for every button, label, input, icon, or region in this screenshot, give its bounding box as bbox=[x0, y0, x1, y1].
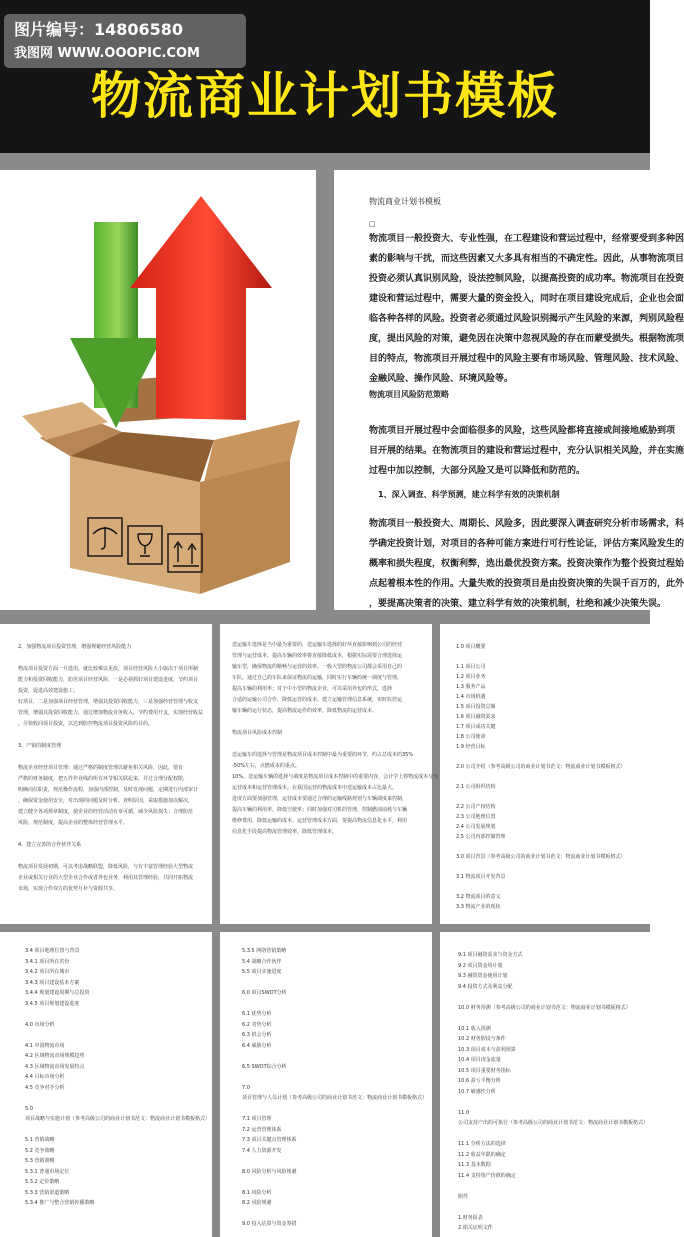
toc-line: 10.6 盈亏平衡分析 bbox=[458, 1078, 501, 1084]
banner bbox=[0, 0, 650, 153]
toc-line: 2.4 公司发展规划 bbox=[456, 824, 496, 830]
toc-line: 10.4 项目现金流量 bbox=[458, 1057, 501, 1063]
cover-page bbox=[0, 170, 316, 610]
text-page-3 bbox=[220, 624, 439, 924]
toc-line bbox=[458, 1202, 648, 1213]
toc-line: 3.4.2 项目所在城市 bbox=[25, 969, 70, 975]
toc-line: 7.3 项目关键点管理体系 bbox=[242, 1137, 297, 1143]
text-page-7 bbox=[440, 932, 650, 1237]
doc-line: 能力和投资回收能力，防范项目经营风险，一是必须抓好项目建设进度，节约项目 bbox=[18, 677, 199, 683]
toc-line: 1.9 经营目标 bbox=[456, 744, 486, 750]
toc-line: 3.4.5 项目规划建设进度 bbox=[25, 1000, 80, 1007]
toc-line: 3.4.3 项目建设基本方案 bbox=[25, 979, 80, 986]
paragraph-line: 过程中加以控制，大部分风险又是可以降低和防范的。 bbox=[369, 466, 586, 476]
toc-line bbox=[242, 1104, 430, 1115]
toc-line: 5.0 bbox=[25, 1105, 33, 1112]
toc-line: 9.4 投资方式及利益分配 bbox=[458, 983, 513, 990]
doc-line: 进度方面要加强管理，运营成本要通过合理的运输线路规划与车辆调度来控制， bbox=[232, 796, 408, 802]
toc-line: 10.3 项目成本与盈利预算 bbox=[458, 1046, 516, 1053]
doc-line: ，尽快收回项目投资，以达到防控物流项目投资风险的目的。 bbox=[18, 721, 154, 727]
toc-line: 10.5 项目重要财务指标 bbox=[458, 1067, 511, 1074]
doc-line: 物流项目发展初期，可以考虑战略联盟，降低风险，与有丰富管理经验大型物流 bbox=[18, 864, 194, 870]
doc-line: 送运输车选择是当中最为重要的，送运输车选择的好坏直接影响到公司的经营 bbox=[232, 642, 403, 648]
toc-line: 7.1 项目管理 bbox=[242, 1116, 272, 1122]
toc-line: 9.0 投入估算与资金筹措 bbox=[242, 1221, 297, 1227]
toc-line: 2.相关证明文件 bbox=[458, 1225, 493, 1231]
toc-line: 2.0 公司介绍（参考高级公司的商业计划书范文：物流商业计划书模板格式） bbox=[456, 764, 626, 770]
doc-line: 送运输车的选择与管理是物流项目成本控制中最为重要的环节，约占总成本的35% bbox=[232, 752, 414, 758]
toc-line: 1.财务报表 bbox=[458, 1214, 483, 1221]
toc-line: 3.2 物流项目的意义 bbox=[456, 894, 501, 900]
toc-line bbox=[458, 1097, 648, 1108]
toc-line: 5.3.2 定价策略 bbox=[25, 1179, 60, 1185]
toc-line bbox=[456, 772, 648, 782]
toc-line: 9.3 融资资金使用计划 bbox=[458, 973, 508, 979]
doc-line: 市场，实现合作双方的优势互补与资源共享。 bbox=[18, 886, 119, 892]
toc-line: 6.1 优势分析 bbox=[242, 1011, 272, 1017]
toc-line: 1.1 项目公司 bbox=[456, 664, 486, 670]
doc-line: 物流项目投资方面一旦选用，就比较难以更改，项目经营风险大小取决于项目所制 bbox=[18, 666, 199, 672]
doc-line: 信息化手段提高物流管理效率，降低管理成本。 bbox=[232, 829, 338, 835]
doc-line: ，确保资金使用安全，对出现的问题及时分析、查明原因，采取措施加以解决， bbox=[18, 798, 194, 804]
toc-line: 11.3 基本数据 bbox=[458, 1162, 491, 1168]
toc-line: 项目战略与实施计划（参考高级公司的商业计划书范文：物流商业计划书模板格式） bbox=[25, 1116, 211, 1122]
doc-line: 合适的运输公司合作，降低运营的成本。建立运输管理信息系统，实时监控运 bbox=[232, 697, 403, 703]
toc-line: 9.2 项目资金用计划 bbox=[458, 962, 503, 969]
doc-line bbox=[18, 653, 208, 664]
paragraph-2 bbox=[369, 421, 684, 481]
toc-line: 8.1 风险分析 bbox=[242, 1189, 272, 1196]
toc-line: 1.0 项目概要 bbox=[456, 644, 486, 650]
paragraph-line: 目开展的结果。在物流项目的建设和营运过程中，充分认识相关风险，并在实施 bbox=[369, 446, 684, 456]
toc-line: 3.4.1 项目所在省份 bbox=[25, 958, 70, 965]
doc-line: 提高车辆的利用率；对于中小型的物流企业，可以采用外包的形式，选择 bbox=[232, 686, 393, 692]
box-with-arrows-illustration bbox=[0, 170, 316, 610]
doc-line: 明确岗位职责，规范操作流程，加强内部控制，及时发现问题，定期进行内部审计 bbox=[18, 787, 199, 793]
doc-line: -50%左右，点燃成本的重点。 bbox=[232, 763, 300, 769]
paragraph-line: 概率和损失程度，权衡利弊，选出最优投资方案。投资决策作为整个投资过程始 bbox=[369, 559, 684, 569]
toc-line: 11.0 bbox=[458, 1109, 470, 1116]
box-mark: □ bbox=[369, 220, 376, 228]
doc-line bbox=[18, 752, 208, 763]
toc-line bbox=[242, 999, 430, 1010]
doc-line: 管理与运营成本，提高车辆的效率将直接降低成本，根据实际需要合理选择运 bbox=[232, 653, 403, 659]
doc-line: 输车辆的运行状态，提高物流运作的效率，降低物流的运营成本。 bbox=[232, 708, 378, 714]
toc-line: 3.4 项目地理位置与背景 bbox=[25, 948, 80, 954]
toc-line: 7.2 运营管理体系 bbox=[242, 1126, 282, 1133]
toc-line: 1.6 项目融资需求 bbox=[456, 714, 496, 720]
toc-line bbox=[25, 1093, 210, 1104]
toc-line: 3.4.4 规划建设周期与总投资 bbox=[25, 990, 90, 996]
doc-line bbox=[18, 829, 208, 840]
toc-line: 5.5 项目实施进度 bbox=[242, 969, 282, 975]
paragraph-line: 物流项目开展过程中会面临很多的风险，这些风险都将直接或间接地威胁到项 bbox=[369, 426, 676, 436]
toc-line: 6.4 威胁分析 bbox=[242, 1042, 272, 1049]
doc-line: 维修费用，降低运输的成本。运营管理成本方面，要提高物流信息化水平，利用 bbox=[232, 818, 408, 824]
paragraph-line: 素的影响与干扰，而这些因素又大多具有相当的不确定性。因此，从事物流项目 bbox=[369, 254, 684, 264]
paragraph-1 bbox=[369, 229, 684, 389]
toc-line: 1.7 项目成功关键 bbox=[456, 724, 496, 730]
toc-line: 5.2 竞争策略 bbox=[25, 1147, 55, 1154]
toc-line: 5.1 营销战略 bbox=[25, 1137, 55, 1143]
paragraph-line: 金融风险、操作风险、环境风险等。 bbox=[369, 374, 514, 384]
doc-line: 输车型，确保物流的顺畅与运营的效率。一般大型的物流公司都会采用自己的 bbox=[232, 664, 403, 670]
toc-line: 4.1 中国物流市场 bbox=[25, 1042, 65, 1049]
toc-line bbox=[242, 1051, 430, 1062]
paragraph-line: 建设和营运过程中，需要大量的资金投入，同时在项目建设完成后，企业也会面 bbox=[369, 294, 684, 304]
toc-line: 1.4 市场机遇 bbox=[456, 694, 486, 700]
toc-line bbox=[242, 978, 430, 989]
toc-line bbox=[458, 1129, 648, 1140]
paragraph-line: 点起着根本性的作用。大量失败的投资项目是由投资决策的失误千百万的，此外 bbox=[369, 579, 684, 589]
toc-line: 9.1 项目融资需求与资金方式 bbox=[458, 952, 523, 958]
text-page-1 bbox=[334, 170, 684, 610]
doc-line bbox=[18, 851, 208, 862]
paragraph-line: 临各种各样的风险。投资者必须通过风险识别揭示产生风险的来源，判别风险程 bbox=[369, 314, 684, 324]
toc-line: 6.5 SWOT综合分析 bbox=[242, 1063, 287, 1070]
toc-line: 5.4 战略合作伙伴 bbox=[242, 958, 282, 965]
toc-line: 1.2 项目业务 bbox=[456, 674, 486, 680]
section-heading-2: 1、深入调查、科学预测，建立科学有效的决策机制 bbox=[378, 490, 560, 499]
doc-line: 2、加强物流项目投资管理，增强规避经营风险能力 bbox=[18, 644, 132, 650]
toc-line bbox=[456, 792, 648, 802]
doc-line: 运营成本和运营管理成本，在我国运营的物流成本中送运输成本占比最大。 bbox=[232, 785, 398, 791]
doc-line: 好项目，二是加强项目经营管理，增强其投资回收能力，三是加强经营管理与收支 bbox=[18, 699, 199, 705]
toc-line bbox=[25, 1030, 210, 1041]
toc-line: 5.3.4 推广与整合营销传播策略 bbox=[25, 1200, 95, 1206]
doc-line bbox=[232, 717, 428, 728]
paragraph-3 bbox=[369, 514, 684, 614]
toc-line: 6.3 机会分析 bbox=[242, 1032, 272, 1038]
doc-line bbox=[18, 730, 208, 741]
paragraph-line: 物流项目一般投资大、周期长、风险多，因此要深入调查研究分析市场需求，科 bbox=[369, 519, 684, 529]
banner-title: 物流商业计划书模板 bbox=[91, 67, 559, 125]
toc-line: 5.3.5 网络营销策略 bbox=[242, 948, 287, 954]
toc-line: 4.0 市场分析 bbox=[25, 1021, 55, 1028]
doc-line: 提高车辆的利用率，降低空驶率；同时加强对司机的管理，控制燃油消耗与车辆 bbox=[232, 807, 408, 813]
toc-line: 11.4 支持资产价值的确定 bbox=[458, 1172, 516, 1179]
toc-line: 4.2 区域物流市场规模趋势 bbox=[25, 1053, 85, 1059]
toc-line: 8.0 风险分析与风险规避 bbox=[242, 1168, 297, 1175]
toc-line: 10.7 敏感性分析 bbox=[458, 1088, 496, 1095]
watermark-line1: 图片编号：14806580 bbox=[14, 20, 184, 39]
paragraph-line: 学确定投资计划，对项目的各种可能方案进行可行性论证，评估方案风险发生的 bbox=[369, 539, 684, 549]
toc-line: 1.8 公司使命 bbox=[456, 734, 486, 740]
toc-line: 11.2 收益年限的确定 bbox=[458, 1151, 506, 1158]
toc-line bbox=[456, 652, 648, 662]
toc-line: 3.1 物流项目开发背景 bbox=[456, 874, 506, 880]
doc-line: 投资，促进高效建设施工； bbox=[18, 688, 79, 694]
toc-line: 1.5 项目投资总额 bbox=[456, 704, 496, 710]
doc-line: 4、建立完善的合作伙伴关系 bbox=[18, 842, 82, 848]
doc-line: 10%，送运输车辆的选择与调度是物流项目成本控制中的重要内容，会计学上将物流成本分为 bbox=[232, 774, 439, 780]
watermark-line2: 我图网 WWW.OOOPIC.COM bbox=[14, 46, 200, 61]
toc-line bbox=[242, 1209, 430, 1220]
doc-line: 车队，通过自己的车队来保证物流的运输，同时实行车辆的统一调度与管理， bbox=[232, 675, 403, 681]
paragraph-line: 度，提出风险的对策，避免因在决策中忽视风险的存在而蒙受损失。根据物流项 bbox=[369, 334, 684, 344]
doc-line bbox=[232, 739, 428, 750]
toc-line: 10.1 收入预测 bbox=[458, 1025, 491, 1032]
toc-line: 2.3 公司地理位置 bbox=[456, 814, 496, 820]
toc-line: 3.3 物流产业的现状 bbox=[456, 904, 501, 910]
toc-line bbox=[25, 1125, 210, 1136]
doc-line: 物流项目风险成本控制 bbox=[232, 730, 283, 736]
doc-line: 建立健全各项规章制度，使企业的经营活动有章可循，减少风险损失；合理防范 bbox=[18, 809, 194, 815]
toc-line: 4.4 目标市场分析 bbox=[25, 1074, 65, 1080]
paragraph-line: 目的特点，物流项目开展过程中的风险主要有市场风险、管理风险、技术风险、 bbox=[369, 354, 684, 364]
toc-line bbox=[456, 862, 648, 872]
paragraph-line: 投资必须认真识别风险，设法控制风险，以提高投资的成功率。物流项目在投资 bbox=[369, 274, 684, 284]
toc-line: 7.0 bbox=[242, 1084, 250, 1091]
doc-line: 物流企业经营项目管理：通过严格的制度管理以避免相关风险，因此，要有 bbox=[18, 765, 184, 771]
toc-line: 5.3 营销策略 bbox=[25, 1158, 55, 1164]
toc-line: 5.3.1 普通市场定位 bbox=[25, 1168, 70, 1175]
doc-line: 严格的财务制度，把五件作业线的所有环节相关联起来，并过合理分配权限， bbox=[18, 776, 189, 782]
text-page-5 bbox=[0, 932, 212, 1237]
toc-line: 2.2 公司产权结构 bbox=[456, 804, 496, 810]
toc-line: 项目管理与人员计划（参考高级公司的商业计划书范文：物流商业计划书模板格式） bbox=[242, 1095, 428, 1101]
toc-line bbox=[458, 1181, 648, 1192]
toc-line bbox=[242, 1072, 430, 1083]
paragraph-line: 物流项目一般投资大、专业性强，在工程建设和营运过程中，经常要受到多种因 bbox=[369, 234, 684, 244]
toc-line bbox=[25, 1009, 210, 1020]
paragraph-line: ，要提高决策者的决策、建立科学有效的决策机制，杜绝和减少决策失误。 bbox=[369, 599, 667, 609]
doc-line: 管理，增强其投资回收能力，通过增加物流业务收入、节约费用开支，实现经营收益 bbox=[18, 710, 204, 716]
toc-line: 4.3 区域物流市场发展特点 bbox=[25, 1063, 85, 1070]
toc-line: 5.3.3 营销渠道策略 bbox=[25, 1189, 70, 1196]
toc-line: 2.1 公司组织结构 bbox=[456, 784, 496, 790]
toc-line: 8.2 风险规避 bbox=[242, 1200, 272, 1206]
toc-line bbox=[458, 1013, 648, 1024]
toc-line bbox=[242, 1156, 430, 1167]
toc-line: 2.5 公司内部控制管理 bbox=[456, 834, 506, 840]
toc-line: 4.5 竞争对手分析 bbox=[25, 1084, 65, 1091]
toc-line bbox=[456, 882, 648, 892]
toc-line: 3.0 项目背景（参考高级公司的商业计划书范文：物流商业计划书模板格式） bbox=[456, 854, 626, 860]
toc-line bbox=[456, 752, 648, 762]
doc-line: 风险，规范制度，提高企业的整体经营管理水平。 bbox=[18, 820, 129, 826]
toc-line: 10.0 财务预测（参考高级公司的商业计划书范文：物流商业计划书模板格式） bbox=[458, 1004, 631, 1011]
toc-line bbox=[456, 842, 648, 852]
toc-line: 11.1 分析方法的选择 bbox=[458, 1141, 506, 1147]
text-page-2 bbox=[0, 624, 212, 924]
toc-line bbox=[242, 1177, 430, 1188]
doc-line: 3、产销的制度管理 bbox=[18, 743, 62, 749]
toc-line: 1.3 服务产品 bbox=[456, 684, 486, 690]
toc-line: 7.4 人力资源开发 bbox=[242, 1147, 282, 1154]
toc-line: 6.2 劣势分析 bbox=[242, 1021, 272, 1028]
text-page-4 bbox=[440, 624, 650, 924]
toc-line: 10.2 财务假设与条件 bbox=[458, 1036, 506, 1042]
page-header: 物流商业计划书模板 bbox=[369, 197, 441, 206]
section-heading-1: 物流项目风险防范策略 bbox=[369, 390, 449, 399]
toc-line: 公司支持产出的可执行（参考高级公司的商业计划书范文：物流商业计划书模板格式） bbox=[458, 1120, 649, 1126]
toc-line: 6.0 项目SWOT分析 bbox=[242, 990, 287, 996]
toc-line: 附件 bbox=[458, 1193, 469, 1200]
toc-line bbox=[458, 992, 648, 1003]
doc-line: 企业或相关行业的大型企业合作或者外包业务，利用其管理经验，共同开拓物流 bbox=[18, 875, 194, 881]
text-page-6 bbox=[220, 932, 432, 1237]
